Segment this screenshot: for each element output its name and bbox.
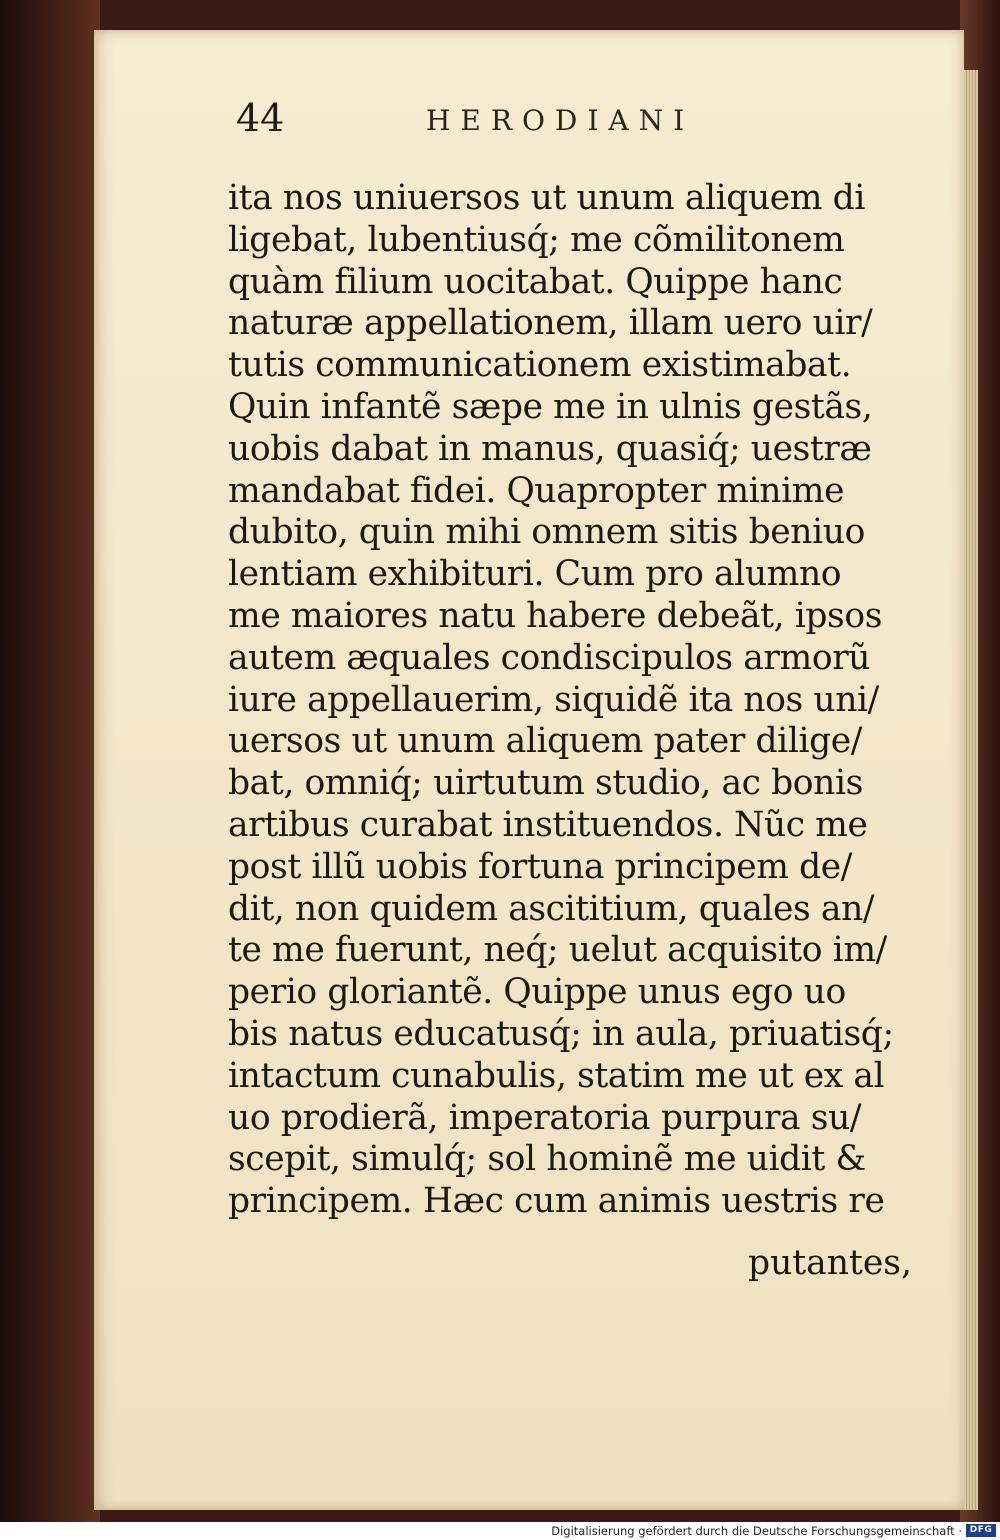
text-line: bat, omniq́; uirtutum studio, ac bonis (228, 763, 863, 804)
text-line: artibus curabat instituendos. Nũc me (228, 804, 868, 845)
text-line: tutis communicationem existimabat. (228, 345, 852, 386)
text-line: autem æquales condiscipulos armorũ (228, 637, 871, 678)
text-line: mandabat fidei. Quapropter minime (228, 470, 845, 511)
text-line: dit, non quidem ascititium, quales an/ (228, 888, 875, 929)
digitization-footer (0, 1522, 1000, 1540)
text-line: post illũ uobis fortuna principem de/ (228, 846, 853, 887)
text-line: uersos ut unum aliquem pater dilige/ (228, 721, 863, 762)
page-header (236, 96, 796, 156)
page-edges (964, 70, 978, 1510)
text-line: ita nos uniuersos ut unum aliquem di (228, 178, 865, 218)
binding-shadow (0, 0, 100, 1522)
running-head: HERODIANI (426, 104, 695, 137)
text-line: quàm filium uocitabat. Quippe hanc (228, 261, 843, 302)
text-line: te me fuerunt, neq́; uelut acquisito im/ (228, 930, 887, 971)
text-line: scepit, simulq́; sol hominẽ me uidit & (228, 1139, 866, 1180)
text-line: bis natus educatusq́; in aula, priuatisq́; (228, 1013, 894, 1054)
text-line: naturæ appellationem, illam uero uir/ (228, 303, 873, 344)
text-line: principem. Hæc cum animis uestris re (228, 1181, 885, 1222)
text-line: perio gloriantẽ. Quippe unus ego uo (228, 972, 846, 1013)
footer-credit: Digitalisierung gefördert durch die Deutsche Forschungsgemeinschaft · (551, 1524, 962, 1538)
text-line: ligebat, lubentiusq́; me cõmilitonem (228, 219, 845, 260)
text-line: intactum cunabulis, statim me ut ex al (228, 1055, 885, 1096)
page-number: 44 (236, 96, 285, 140)
text-line: Quin infantẽ sæpe me in ulnis gestãs, (228, 386, 873, 427)
text-line: lentiam exhibituri. Cum pro alumno (228, 554, 842, 595)
text-line: iure appellauerim, siquidẽ ita nos uni/ (228, 679, 879, 720)
text-line: uo prodierã, imperatoria purpura su/ (228, 1097, 862, 1138)
catchword: putantes, (748, 1243, 912, 1283)
text-line: me maiores natu habere debeãt, ipsos (228, 595, 883, 636)
body-text (228, 178, 928, 1223)
text-line: uobis dabat in manus, quasiq́; uestræ (228, 428, 872, 469)
text-line: dubito, quin mihi omnem sitis beniuo (228, 512, 865, 553)
dfg-logo: DFG (966, 1524, 996, 1537)
